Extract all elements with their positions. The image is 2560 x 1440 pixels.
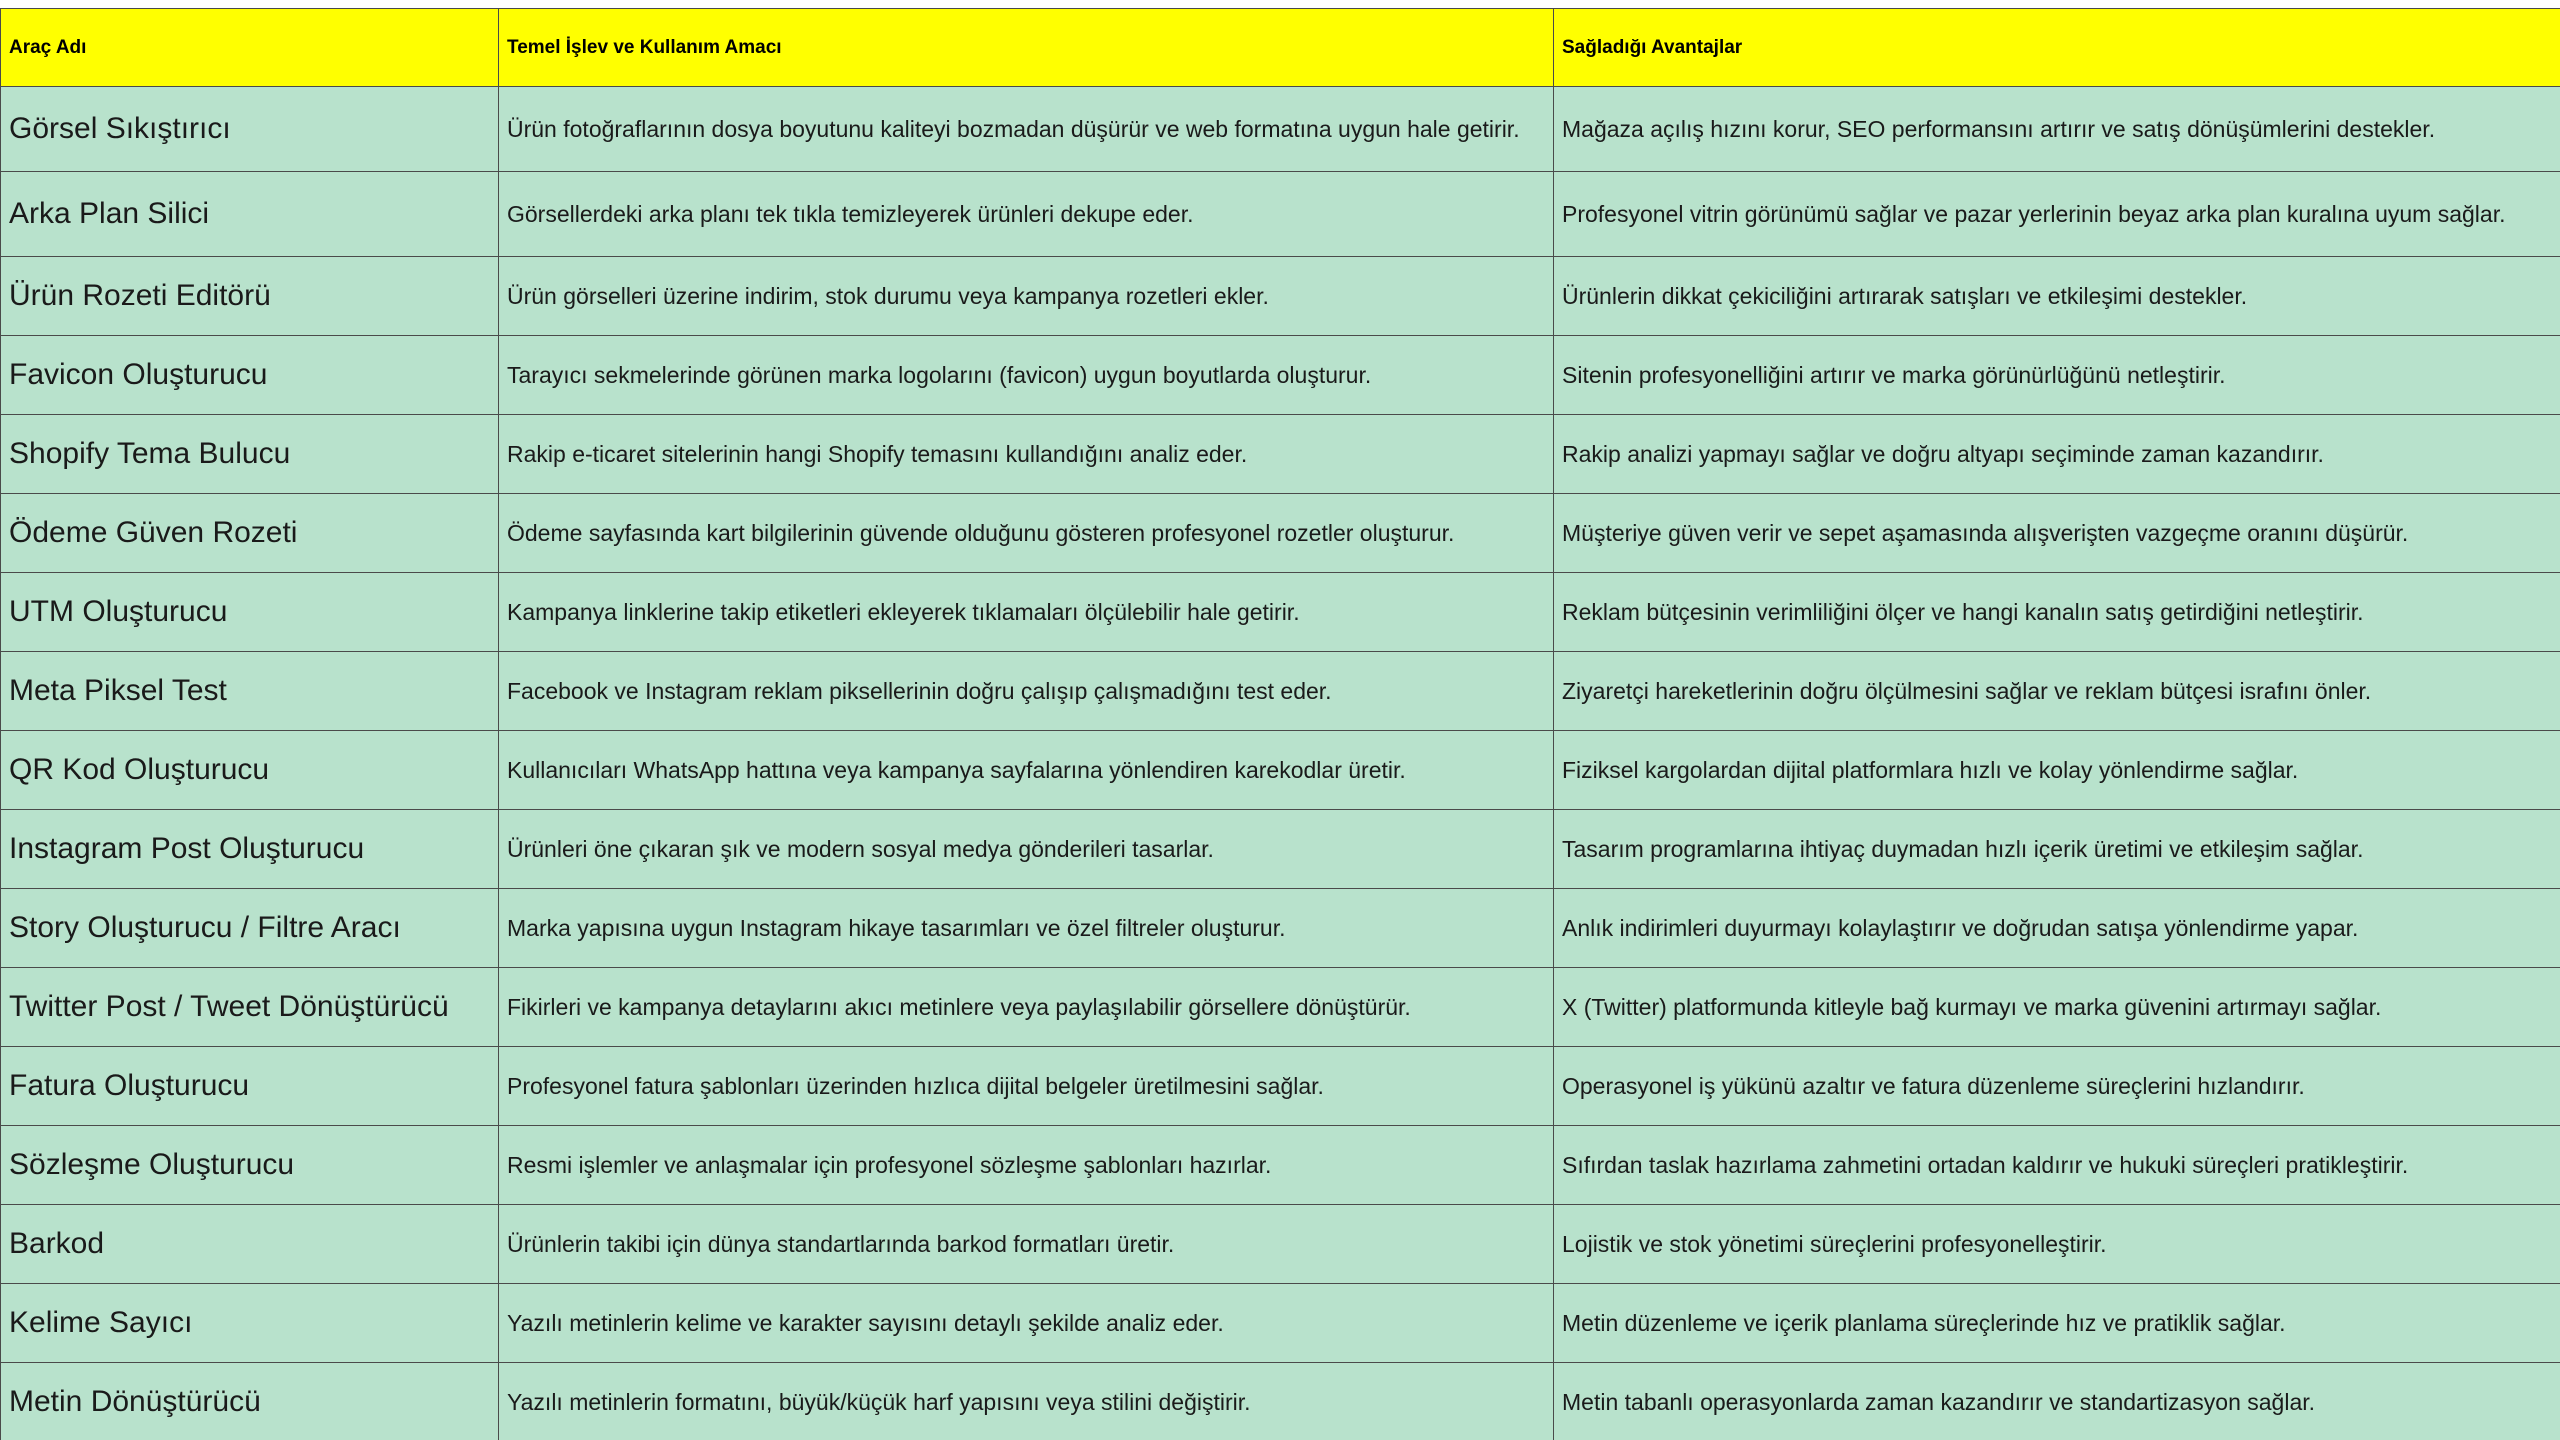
tool-name-cell[interactable]: Shopify Tema Bulucu	[1, 415, 499, 494]
spreadsheet-view	[0, 8, 2560, 1440]
table-row	[1, 731, 2560, 810]
benefit-cell[interactable]: Operasyonel iş yükünü azaltır ve fatura düzenleme süreçlerini hızlandırır.	[1554, 1047, 2560, 1126]
function-cell[interactable]: Facebook ve Instagram reklam piksellerinin doğru çalışıp çalışmadığını test eder.	[499, 652, 1554, 731]
tool-name-cell[interactable]: Favicon Oluşturucu	[1, 336, 499, 415]
tool-name-cell[interactable]: Kelime Sayıcı	[1, 1284, 499, 1363]
function-cell[interactable]: Yazılı metinlerin kelime ve karakter sayısını detaylı şekilde analiz eder.	[499, 1284, 1554, 1363]
table-row	[1, 172, 2560, 257]
function-cell[interactable]: Ürün görselleri üzerine indirim, stok durumu veya kampanya rozetleri ekler.	[499, 257, 1554, 336]
table-row	[1, 87, 2560, 172]
tool-name-cell[interactable]: Twitter Post / Tweet Dönüştürücü	[1, 968, 499, 1047]
tool-name-cell[interactable]: Ödeme Güven Rozeti	[1, 494, 499, 573]
header-tool-name[interactable]: Araç Adı	[1, 9, 499, 87]
tool-name-cell[interactable]: Fatura Oluşturucu	[1, 1047, 499, 1126]
benefit-cell[interactable]: X (Twitter) platformunda kitleyle bağ kurmayı ve marka güvenini artırmayı sağlar.	[1554, 968, 2560, 1047]
benefit-cell[interactable]: Ürünlerin dikkat çekiciliğini artırarak satışları ve etkileşimi destekler.	[1554, 257, 2560, 336]
benefit-cell[interactable]: Fiziksel kargolardan dijital platformlara hızlı ve kolay yönlendirme sağlar.	[1554, 731, 2560, 810]
header-benefits[interactable]: Sağladığı Avantajlar	[1554, 9, 2560, 87]
table-row	[1, 415, 2560, 494]
benefit-cell[interactable]: Reklam bütçesinin verimliliğini ölçer ve hangi kanalın satış getirdiğini netleştirir.	[1554, 573, 2560, 652]
tool-name-cell[interactable]: Metin Dönüştürücü	[1, 1363, 499, 1440]
function-cell[interactable]: Resmi işlemler ve anlaşmalar için profesyonel sözleşme şablonları hazırlar.	[499, 1126, 1554, 1205]
function-cell[interactable]: Fikirleri ve kampanya detaylarını akıcı metinlere veya paylaşılabilir görsellere dönüştürür.	[499, 968, 1554, 1047]
tool-name-cell[interactable]: Instagram Post Oluşturucu	[1, 810, 499, 889]
benefit-cell[interactable]: Mağaza açılış hızını korur, SEO performansını artırır ve satış dönüşümlerini destekler.	[1554, 87, 2560, 172]
header-row	[1, 9, 2560, 87]
tools-table	[0, 8, 2560, 1440]
function-cell[interactable]: Marka yapısına uygun Instagram hikaye tasarımları ve özel filtreler oluşturur.	[499, 889, 1554, 968]
benefit-cell[interactable]: Metin tabanlı operasyonlarda zaman kazandırır ve standartizasyon sağlar.	[1554, 1363, 2560, 1440]
table-row	[1, 1047, 2560, 1126]
table-row	[1, 889, 2560, 968]
function-cell[interactable]: Tarayıcı sekmelerinde görünen marka logolarını (favicon) uygun boyutlarda oluşturur.	[499, 336, 1554, 415]
benefit-cell[interactable]: Sıfırdan taslak hazırlama zahmetini ortadan kaldırır ve hukuki süreçleri pratikleştirir.	[1554, 1126, 2560, 1205]
tool-name-cell[interactable]: Story Oluşturucu / Filtre Aracı	[1, 889, 499, 968]
tool-name-cell[interactable]: Görsel Sıkıştırıcı	[1, 87, 499, 172]
benefit-cell[interactable]: Rakip analizi yapmayı sağlar ve doğru altyapı seçiminde zaman kazandırır.	[1554, 415, 2560, 494]
function-cell[interactable]: Görsellerdeki arka planı tek tıkla temizleyerek ürünleri dekupe eder.	[499, 172, 1554, 257]
table-row	[1, 1284, 2560, 1363]
tool-name-cell[interactable]: Arka Plan Silici	[1, 172, 499, 257]
function-cell[interactable]: Ürünlerin takibi için dünya standartlarında barkod formatları üretir.	[499, 1205, 1554, 1284]
benefit-cell[interactable]: Tasarım programlarına ihtiyaç duymadan hızlı içerik üretimi ve etkileşim sağlar.	[1554, 810, 2560, 889]
table-row	[1, 968, 2560, 1047]
function-cell[interactable]: Ödeme sayfasında kart bilgilerinin güvende olduğunu gösteren profesyonel rozetler oluşturur.	[499, 494, 1554, 573]
table-row	[1, 652, 2560, 731]
benefit-cell[interactable]: Anlık indirimleri duyurmayı kolaylaştırır ve doğrudan satışa yönlendirme yapar.	[1554, 889, 2560, 968]
benefit-cell[interactable]: Metin düzenleme ve içerik planlama süreçlerinde hız ve pratiklik sağlar.	[1554, 1284, 2560, 1363]
function-cell[interactable]: Rakip e-ticaret sitelerinin hangi Shopify temasını kullandığını analiz eder.	[499, 415, 1554, 494]
function-cell[interactable]: Ürün fotoğraflarının dosya boyutunu kaliteyi bozmadan düşürür ve web formatına uygun hale getirir.	[499, 87, 1554, 172]
function-cell[interactable]: Yazılı metinlerin formatını, büyük/küçük harf yapısını veya stilini değiştirir.	[499, 1363, 1554, 1440]
tool-name-cell[interactable]: QR Kod Oluşturucu	[1, 731, 499, 810]
table-row	[1, 573, 2560, 652]
table-row	[1, 257, 2560, 336]
table-row	[1, 494, 2560, 573]
benefit-cell[interactable]: Profesyonel vitrin görünümü sağlar ve pazar yerlerinin beyaz arka plan kuralına uyum sağlar.	[1554, 172, 2560, 257]
table-row	[1, 1205, 2560, 1284]
benefit-cell[interactable]: Sitenin profesyonelliğini artırır ve marka görünürlüğünü netleştirir.	[1554, 336, 2560, 415]
tool-name-cell[interactable]: Sözleşme Oluşturucu	[1, 1126, 499, 1205]
benefit-cell[interactable]: Ziyaretçi hareketlerinin doğru ölçülmesini sağlar ve reklam bütçesi israfını önler.	[1554, 652, 2560, 731]
tool-name-cell[interactable]: Ürün Rozeti Editörü	[1, 257, 499, 336]
function-cell[interactable]: Ürünleri öne çıkaran şık ve modern sosyal medya gönderileri tasarlar.	[499, 810, 1554, 889]
table-row	[1, 1363, 2560, 1440]
function-cell[interactable]: Kampanya linklerine takip etiketleri ekleyerek tıklamaları ölçülebilir hale getirir.	[499, 573, 1554, 652]
table-row	[1, 810, 2560, 889]
table-row	[1, 336, 2560, 415]
tool-name-cell[interactable]: UTM Oluşturucu	[1, 573, 499, 652]
header-function[interactable]: Temel İşlev ve Kullanım Amacı	[499, 9, 1554, 87]
function-cell[interactable]: Kullanıcıları WhatsApp hattına veya kampanya sayfalarına yönlendiren karekodlar üretir.	[499, 731, 1554, 810]
benefit-cell[interactable]: Lojistik ve stok yönetimi süreçlerini profesyonelleştirir.	[1554, 1205, 2560, 1284]
function-cell[interactable]: Profesyonel fatura şablonları üzerinden hızlıca dijital belgeler üretilmesini sağlar.	[499, 1047, 1554, 1126]
tool-name-cell[interactable]: Barkod	[1, 1205, 499, 1284]
benefit-cell[interactable]: Müşteriye güven verir ve sepet aşamasında alışverişten vazgeçme oranını düşürür.	[1554, 494, 2560, 573]
table-row	[1, 1126, 2560, 1205]
tool-name-cell[interactable]: Meta Piksel Test	[1, 652, 499, 731]
